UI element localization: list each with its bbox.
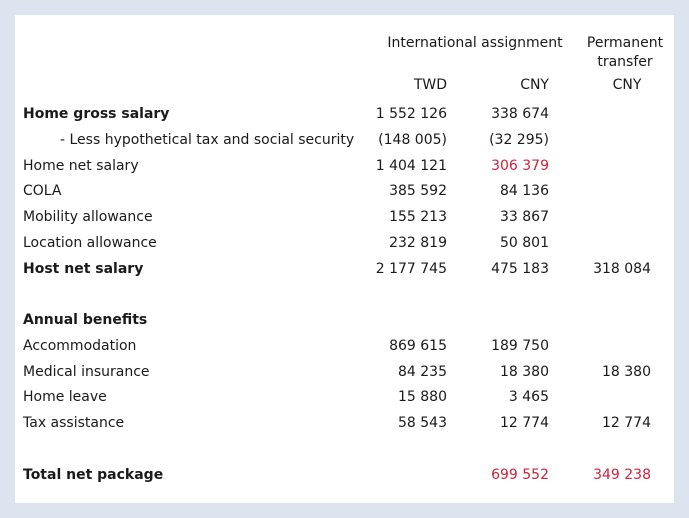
cell-twd: 58 543 bbox=[398, 415, 447, 431]
row-label-home-net-salary: Home net salary bbox=[23, 158, 139, 174]
cell-twd: 1 404 121 bbox=[375, 158, 447, 174]
header-permanent-transfer-line2: transfer bbox=[597, 54, 653, 70]
header-currency-twd: TWD bbox=[413, 77, 447, 93]
row-label-medical-insurance: Medical insurance bbox=[23, 364, 150, 380]
cell-twd: 232 819 bbox=[389, 235, 447, 251]
cell-cny: 338 674 bbox=[491, 106, 549, 122]
section-annual-benefits: Annual benefits bbox=[23, 312, 148, 328]
cell-cny-highlight: 306 379 bbox=[491, 158, 549, 174]
row-label-less-hypothetical-tax: - Less hypothetical tax and social security bbox=[60, 132, 355, 148]
cell-cny: 84 136 bbox=[500, 183, 549, 199]
cell-twd: 84 235 bbox=[398, 364, 447, 380]
header-currency-cny: CNY bbox=[520, 77, 549, 93]
cell-twd: 15 880 bbox=[398, 389, 447, 405]
cell-cny: 33 867 bbox=[500, 209, 549, 225]
cell-twd: 2 177 745 bbox=[375, 261, 447, 277]
cell-permanent: 12 774 bbox=[602, 415, 651, 431]
salary-comparison-table bbox=[15, 15, 674, 503]
cell-permanent-total-highlight: 349 238 bbox=[593, 467, 651, 483]
cell-cny: 50 801 bbox=[500, 235, 549, 251]
cell-cny: (32 295) bbox=[489, 132, 549, 148]
cell-twd: 385 592 bbox=[389, 183, 447, 199]
cell-cny: 475 183 bbox=[491, 261, 549, 277]
cell-cny-total-highlight: 699 552 bbox=[491, 467, 549, 483]
cell-permanent: 18 380 bbox=[602, 364, 651, 380]
header-currency-cny-permanent: CNY bbox=[612, 77, 642, 93]
cell-cny: 189 750 bbox=[491, 338, 549, 354]
row-label-home-leave: Home leave bbox=[23, 389, 107, 405]
row-label-mobility-allowance: Mobility allowance bbox=[23, 209, 153, 225]
cell-cny: 3 465 bbox=[508, 389, 549, 405]
cell-cny: 18 380 bbox=[500, 364, 549, 380]
cell-twd: (148 005) bbox=[378, 132, 447, 148]
row-label-tax-assistance: Tax assistance bbox=[23, 415, 125, 431]
row-label-cola: COLA bbox=[23, 183, 62, 199]
row-label-host-net-salary: Host net salary bbox=[23, 261, 144, 277]
row-label-total-net-package: Total net package bbox=[23, 467, 164, 483]
cell-permanent: 318 084 bbox=[593, 261, 651, 277]
header-international-assignment: International assignment bbox=[387, 35, 563, 51]
row-label-home-gross-salary: Home gross salary bbox=[23, 106, 170, 122]
header-permanent-transfer-line1: Permanent bbox=[586, 35, 664, 51]
row-label-accommodation: Accommodation bbox=[23, 338, 137, 354]
cell-twd: 1 552 126 bbox=[375, 106, 447, 122]
cell-cny: 12 774 bbox=[500, 415, 549, 431]
cell-twd: 155 213 bbox=[389, 209, 447, 225]
row-label-location-allowance: Location allowance bbox=[23, 235, 157, 251]
cell-twd: 869 615 bbox=[389, 338, 447, 354]
